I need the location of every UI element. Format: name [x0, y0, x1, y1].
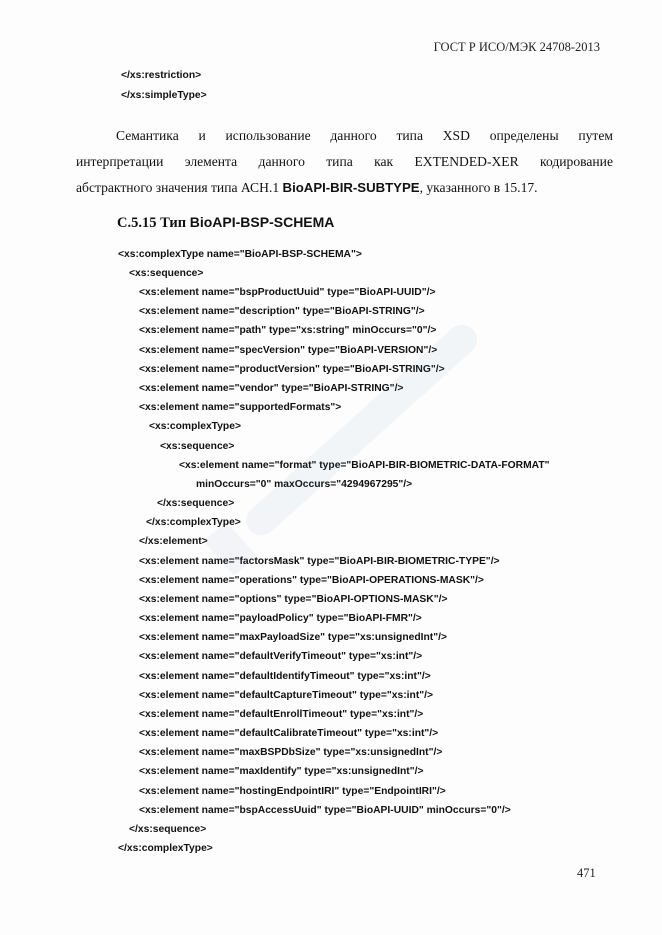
paragraph-text: , указанного в 15.17. — [419, 180, 538, 195]
code-line: </xs:element> — [139, 536, 208, 547]
code-line: </xs:sequence> — [157, 498, 235, 509]
code-line: <xs:element name="vendor" type="BioAPI-STRING"/> — [139, 383, 404, 394]
code-line: <xs:element name="payloadPolicy" type="BioAPI-FMR"/> — [139, 613, 422, 624]
code-line: <xs:sequence> — [160, 441, 235, 452]
code-line: <xs:element name="maxBSPDbSize" type="xs:unsignedInt"/> — [139, 747, 443, 758]
code-line: <xs:element name="factorsMask" type="BioAPI-BIR-BIOMETRIC-TYPE"/> — [139, 556, 500, 567]
paragraph-line: интерпретации элемента данного типа как EXTENDED-XER кодирование — [76, 154, 613, 169]
code-line: <xs:element name="description" type="BioAPI-STRING"/> — [139, 306, 425, 317]
page-number: 471 — [577, 866, 596, 880]
code-line: </xs:sequence> — [129, 824, 207, 835]
code-line: </xs:complexType> — [118, 843, 213, 854]
code-line: <xs:element name="maxIdentify" type="xs:unsignedInt"/> — [139, 766, 424, 777]
code-line: <xs:complexType> — [149, 421, 241, 432]
section-heading — [117, 214, 334, 232]
document-header: ГОСТ Р ИСО/МЭК 24708-2013 — [433, 40, 600, 54]
code-line: <xs:element name="bspProductUuid" type="BioAPI-UUID"/> — [139, 287, 436, 298]
code-line: <xs:element name="format" type="BioAPI-BIR-BIOMETRIC-DATA-FORMAT" — [179, 460, 550, 471]
code-line: <xs:element name="bspAccessUuid" type="BioAPI-UUID" minOccurs="0"/> — [139, 805, 511, 816]
paragraph-text: абстрактного значения типа АСН.1 — [76, 180, 283, 195]
section-number: С.5.15 Тип — [117, 215, 190, 231]
paragraph-line — [76, 175, 613, 201]
code-line: <xs:element name="defaultCaptureTimeout" type="xs:int"/> — [139, 690, 434, 701]
code-line: <xs:element name="options" type="BioAPI-OPTIONS-MASK"/> — [139, 594, 448, 605]
code-line: <xs:element name="path" type="xs:string" minOccurs="0"/> — [139, 325, 437, 336]
code-line: </xs:restriction> — [121, 70, 202, 81]
code-line: <xs:element name="defaultIdentifyTimeout" type="xs:int"/> — [139, 671, 431, 682]
code-line: <xs:element name="specVersion" type="BioAPI-VERSION"/> — [139, 345, 438, 356]
code-line: <xs:element name="hostingEndpointIRI" type="EndpointIRI"/> — [139, 786, 446, 797]
code-line: </xs:complexType> — [146, 517, 241, 528]
code-line: <xs:element name="operations" type="BioAPI-OPERATIONS-MASK"/> — [139, 575, 484, 586]
code-line: <xs:element name="maxPayloadSize" type="xs:unsignedInt"/> — [139, 632, 447, 643]
section-type-name: BioAPI-BSP-SCHEMA — [189, 214, 335, 230]
code-line: <xs:element name="productVersion" type="BioAPI-STRING"/> — [139, 364, 445, 375]
code-line: <xs:complexType name="BioAPI-BSP-SCHEMA"> — [118, 249, 362, 260]
paragraph-line: Семантика и использование данного типа XSD определены путем — [116, 128, 613, 143]
code-line: </xs:simpleType> — [121, 90, 207, 101]
code-line: <xs:element name="defaultEnrollTimeout" type="xs:int"/> — [139, 709, 424, 720]
code-line: <xs:element name="supportedFormats"> — [139, 402, 342, 413]
body-paragraph — [76, 123, 613, 201]
type-name-reference: BioAPI-BIR-SUBTYPE — [282, 180, 420, 195]
code-line: <xs:element name="defaultVerifyTimeout" type="xs:int"/> — [139, 651, 423, 662]
code-line: <xs:sequence> — [129, 268, 204, 279]
code-line: <xs:element name="defaultCalibrateTimeout" type="xs:int"/> — [139, 728, 439, 739]
code-line: minOccurs="0" maxOccurs="4294967295"/> — [196, 479, 413, 490]
